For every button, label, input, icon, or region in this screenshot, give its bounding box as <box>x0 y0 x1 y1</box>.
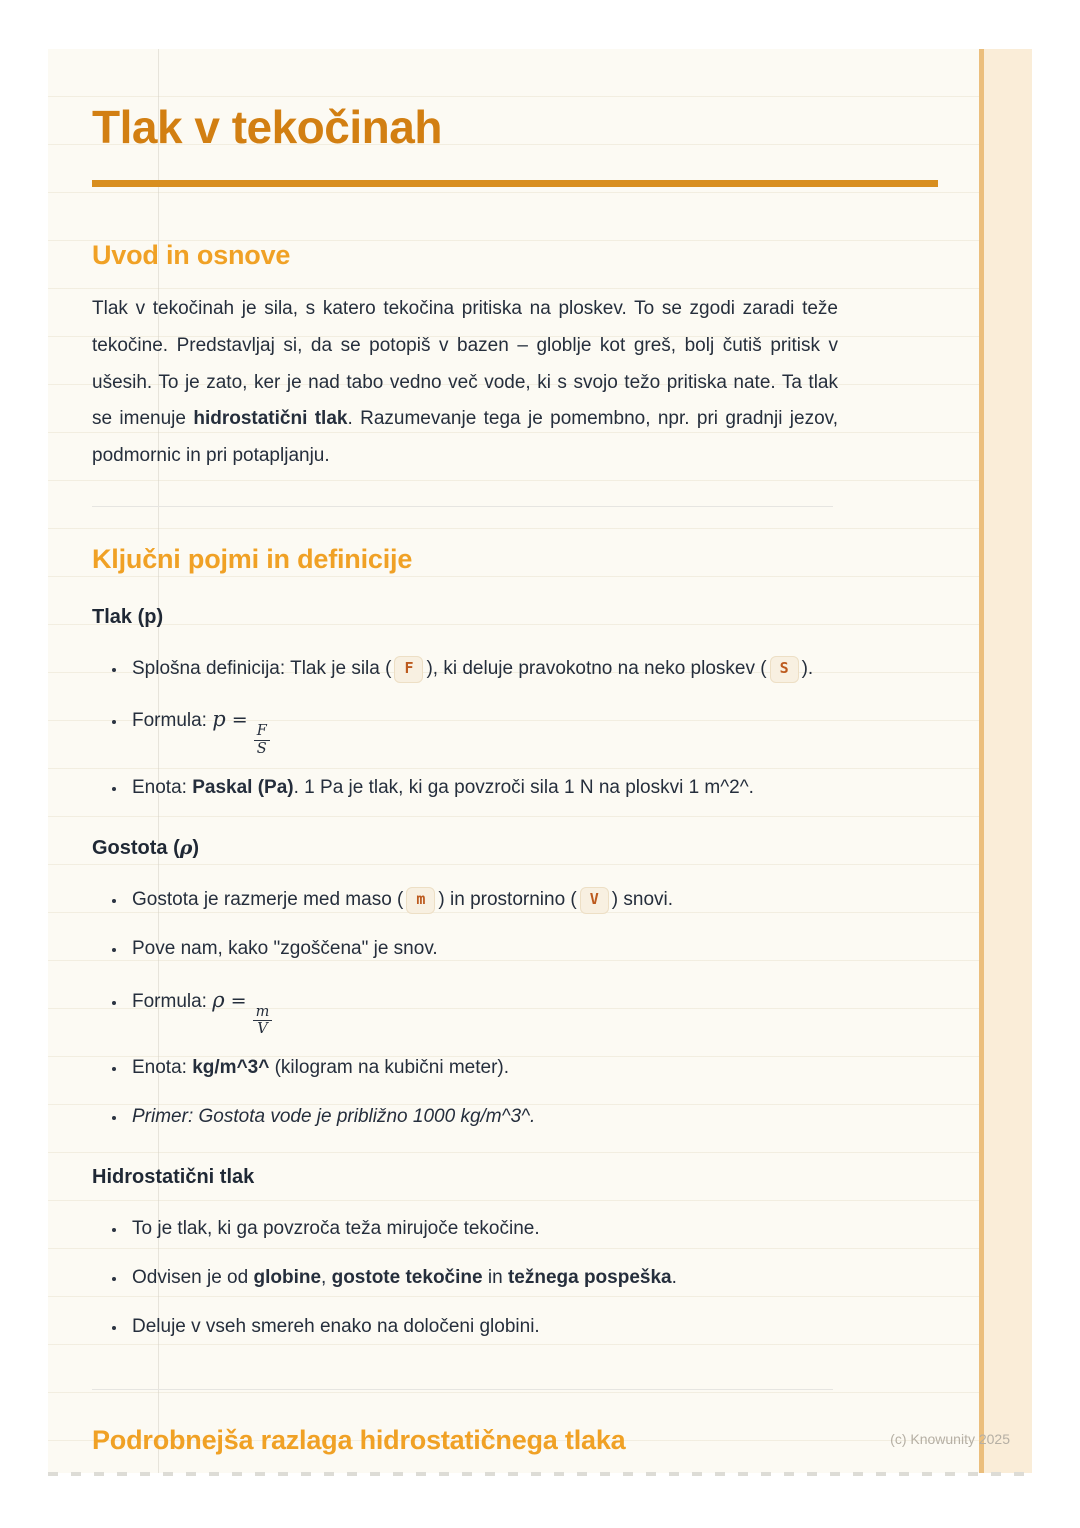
fraction-m-over-V <box>253 1004 273 1038</box>
definition-text-1: Splošna definicija: Tlak je sila ( <box>132 657 392 679</box>
unit-text-1: Enota: <box>132 776 193 798</box>
density-heading-text-2: ) <box>192 837 200 860</box>
fraction-F-over-S <box>254 723 270 757</box>
formula-variable: p <box>212 707 226 732</box>
list-item: • To je tlak, ki ga povzroča teža mirujoče tekočine. <box>127 1211 838 1248</box>
variable-chip-V: V <box>580 887 609 914</box>
variable-chip-m: m <box>406 887 435 914</box>
intro-text-1: Tlak v tekočinah je sila, s katero tekočina pritiska na ploskev. To se zgodi zaradi teže tekočine. Predstavljaj si, da se potopiš v bazen – globlje kot greš, bolj čutiš pritisk v ušesih. To je zato, ker je nad tabo vedno več vode, ki s svojo težo pritiska nate. Ta tlak se imenuje <box>92 298 838 430</box>
depends-bold-1: globine <box>253 1266 322 1288</box>
formula-label: Formula: <box>132 990 213 1012</box>
depends-text-3: in <box>482 1266 508 1288</box>
depends-text-1: Odvisen je od <box>132 1266 254 1288</box>
copyright-notice: (c) Knowunity 2025 <box>890 1431 1010 1447</box>
unit-text-1: Enota: <box>132 1056 193 1078</box>
list-item <box>127 1260 838 1297</box>
depends-bold-2: gostote tekočine <box>331 1266 483 1288</box>
variable-chip-S: S <box>770 656 799 683</box>
list-item: • Pove nam, kako "zgoščena" je snov. <box>127 931 838 968</box>
depends-text-2: , <box>321 1266 332 1288</box>
rho-symbol: ρ <box>179 837 193 860</box>
list-item <box>127 1050 838 1087</box>
hydrostatic-bullet-list <box>92 1211 838 1345</box>
list-item: • Deluje v vseh smereh enako na določeni globini. <box>127 1309 838 1346</box>
subheading-hydrostatic: Hidrostatični tlak <box>92 1166 255 1189</box>
list-item <box>127 770 838 807</box>
unit-bold: kg/m^3^ <box>192 1056 270 1078</box>
equals-sign: = <box>225 709 254 732</box>
depends-text-4: . <box>671 1266 677 1288</box>
section-divider <box>92 506 833 507</box>
unit-text-2: (kilogram na kubični meter). <box>269 1056 510 1078</box>
formula-variable: ρ <box>212 987 225 1012</box>
depends-bold-3: težnega pospeška <box>507 1266 672 1288</box>
fraction-numerator: F <box>254 723 270 741</box>
density-bullet-list <box>92 882 838 1135</box>
subheading-density <box>92 837 848 860</box>
list-item <box>127 651 838 688</box>
fraction-denominator: V <box>257 1021 268 1038</box>
title-underline-rule <box>92 180 938 187</box>
document-page <box>48 49 1032 1473</box>
subheading-pressure: Tlak (p) <box>92 605 164 628</box>
pressure-bullet-list <box>92 651 838 807</box>
ratio-text-3: ) snovi. <box>611 889 674 911</box>
unit-text-2: . 1 Pa je tlak, ki ga povzroči sila 1 N na ploskvi 1 m^2^. <box>293 776 754 798</box>
ratio-text-1: Gostota je razmerje med maso ( <box>132 889 404 911</box>
list-item <box>127 980 838 1038</box>
definition-text-3: ). <box>801 657 814 679</box>
variable-chip-F: F <box>394 656 423 683</box>
list-item <box>127 882 838 919</box>
page-title: Tlak v tekočinah <box>92 101 442 153</box>
density-heading-text-1: Gostota ( <box>92 837 180 860</box>
document-content <box>48 49 848 1456</box>
page-edge-stripe <box>979 49 1032 1473</box>
fraction-denominator: S <box>256 740 267 757</box>
definition-text-2: ), ki deluje pravokotno na neko ploskev ( <box>426 657 767 679</box>
section-heading-intro: Uvod in osnove <box>92 240 291 271</box>
intro-text-bold: hidrostatični tlak <box>193 408 348 430</box>
equals-sign: = <box>224 989 253 1012</box>
ratio-text-2: ) in prostornino ( <box>438 889 577 911</box>
page-perforation-edge <box>48 1472 1032 1476</box>
formula-label: Formula: <box>132 710 213 732</box>
list-item <box>127 699 838 757</box>
section-divider <box>92 1389 833 1390</box>
section-heading-detail: Podrobnejša razlaga hidrostatičnega tlaka <box>92 1425 626 1456</box>
section-heading-concepts: Ključni pojmi in definicije <box>92 543 413 574</box>
intro-text-2: . Razumevanje tega je pomembno, npr. pri gradnji jezov, podmornic in pri potapljanju. <box>92 408 839 466</box>
intro-paragraph <box>92 291 838 474</box>
fraction-numerator: m <box>253 1004 273 1022</box>
unit-bold: Paskal (Pa) <box>192 776 294 798</box>
list-item-example: • Primer: Gostota vode je približno 1000 kg/m^3^. <box>127 1099 838 1136</box>
